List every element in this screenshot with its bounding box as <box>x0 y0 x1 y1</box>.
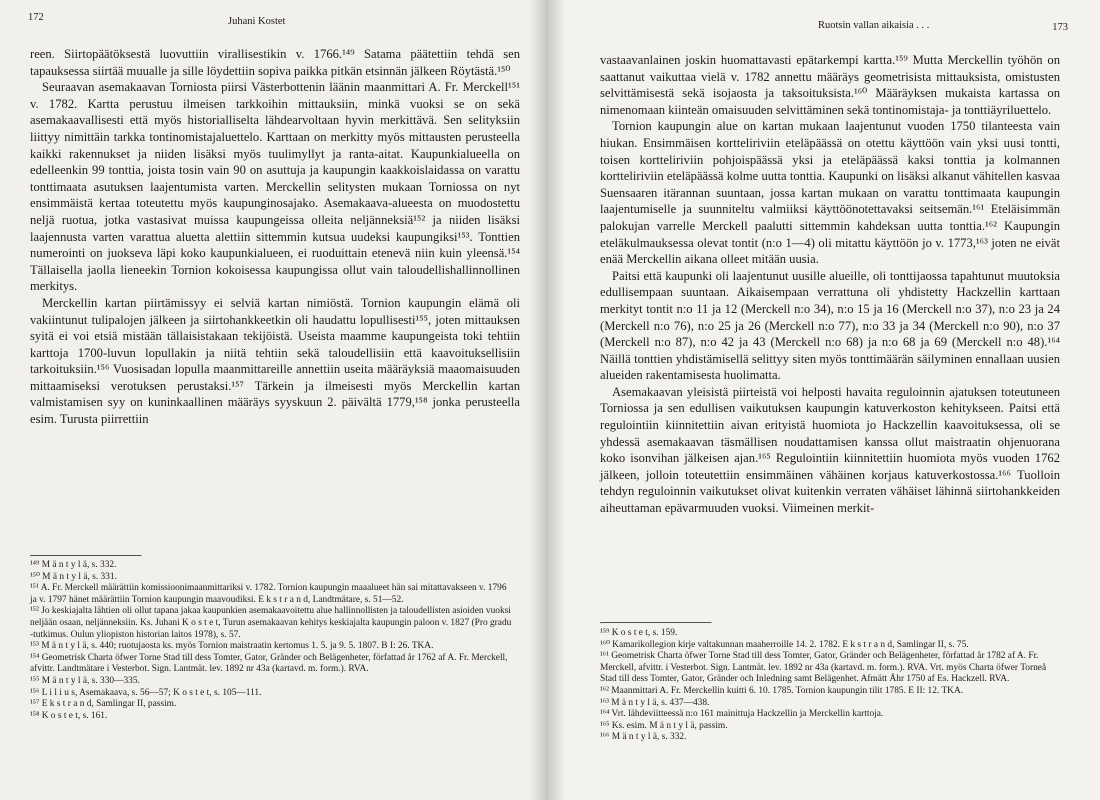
paragraph: Tornion kaupungin alue on kartan mukaan laajentunut vuoden 1750 tilanteesta vain hiukan. Ensimmäisen kortteliriviin eteläpäässä on otettu käyttöön vain yksi uusi tontti, toisen kortteliriviin pohjoispäässä yksi ja eteläpäässä kaksi tonttia ja kolmannen kortteliriviin eteläpäässä kolme uutta tonttia. Kaupunki on lisäksi alkanut vähitellen kasvaa Suensaaren itärannan suuntaan, jossa kartan mukaan on varattu tonttimaata kaupungin laajentumiselle ja suunniteltu valmiiksi käyttöönotettavaksi seitsemän.¹⁶¹ Eteläisimmän palokujan varrelle Merckell paalutti sittemmin kahdeksan uutta tonttia.¹⁶² Kaupungin eteläkulmauksessa olevat tontit (n:o 1—4) oli mitattu käyttöön jo v. 1773,¹⁶³ joten ne eivät enää Merckellin aikana olleet mitään uusia. <box>600 119 1060 267</box>
footnote: ¹⁵² Jo keskiajalta lähtien oli ollut tapana jakaa kaupunkien asemakaavoitettu alue hallinnollisten ja taloudellisten asioiden vuoksi neljään osaan, neljänneksiin. Ks. Juhani K o s t e t, Turun asemakaavan kehitys keskiajalta kaupungin paloon v. 1827 (Pro gradu -tutkimus. Oulun yliopiston historian laitos 1978), s. 57. <box>30 606 512 640</box>
paragraph: Paitsi että kaupunki oli laajentunut uusille alueille, oli tonttijaossa tapahtunut muutoksia edullisempaan suuntaan. Aikaisempaan verrattuna oli yhdistetty Hackzellin karttaan merkityt tontit n:o 11 ja 12 (Merckell n:o 34), n:o 15 ja 16 (Merckell n:o 37), n:o 23 ja 24 (Merckell n:o 76), n:o 25 ja 26 (Merckell n:o 77), n:o 33 ja 34 (Merckell n:o 90), n:o 37 (Merckell n:o 87), n:o 42 ja 43 (Merckell n:o 68) ja n:o 68 ja 69 (Merckell n:o 48).¹⁶⁴ Näillä tonttien yhdistämisellä selittyy siten myös tonttimäärän säilyminen ennallaan uusien alueiden rakentamisesta huolimatta. <box>600 268 1060 383</box>
paragraph: Asemakaavan yleisistä piirteistä voi helposti havaita reguloinnin ajatuksen toteutuneen Torniossa ja sen edullisen vaikutuksen kaupungin katuverkoston kehitykseen. Paitsi että regulointiin kiinnitettiin aivan erityistä huomiota jo Hackzellin kaavoituksessa, oli se yhdessä asemakaavan täsmällisen noudattamisen kanssa ollut maistraatin ohjenuorana koko isonvihan jälkeisen ajan.¹⁶⁵ Regulointiin kiinnitettiin huomiota myös vuoden 1762 jälkeen, jolloin toteutettiin ensimmäinen vähäinen korjaus katuverkostossa.¹⁶⁶ Tuolloin tehdyn reguloinnin vaikutukset olivat kuitenkin verraten vähäiset lähinnä siirtohankkeiden aiheuttaman epävarmuuden vuoksi. Viimeinen merkit- <box>600 384 1060 516</box>
footnote: ¹⁵⁰ M ä n t y l ä, s. 331. <box>30 571 117 582</box>
footnote: ¹⁵⁴ Geometrisk Charta öfwer Torne Stad till dess Tomter, Gator, Gränder och Belägenheter, författad år 1762 af A. Fr. Merckell, afvittr. Landtmätare i Vesterbot. Sign. Lantmät. lev. 1892 nr 43a (kartavd. m. form.). RVA. <box>30 652 508 675</box>
gutter-shadow <box>548 0 566 800</box>
footnote: ¹⁴⁹ M ä n t y l ä, s. 332. <box>30 560 117 570</box>
footnote: ¹⁶⁵ Ks. esim. M ä n t y l ä, passim. <box>600 720 728 731</box>
paragraph: reen. Siirtopäätöksestä luovuttiin virallisestikin v. 1766.¹⁴⁹ Satama päätettiin tehdä sen tapauksessa siirtää muualle ja sille löydettiin sopiva paikka pitkän etsinnän jälkeen Röytästä.¹⁵⁰ <box>30 47 520 78</box>
footnote: ¹⁶³ M ä n t y l ä, s. 437—438. <box>600 697 710 708</box>
footnote: ¹⁵⁵ M ä n t y l ä, s. 330—335. <box>30 675 140 686</box>
left-footnotes <box>30 560 512 722</box>
right-page-number: 173 <box>1052 22 1068 33</box>
footnote: ¹⁶⁰ Kamarikollegion kirje valtakunnan maaherroille 14. 2. 1782. E k s t r a n d, Samlingar II, s. 75. <box>600 639 969 650</box>
footnote: ¹⁵⁶ L i l i u s, Asemakaava, s. 56—57; K o s t e t, s. 105—111. <box>30 687 262 698</box>
footnote: ¹⁶² Maanmittari A. Fr. Merckellin kuitti 6. 10. 1785. Tornion kaupungin tilit 1785. E II: 12. TKA. <box>600 685 964 696</box>
left-page <box>0 0 548 800</box>
right-running-head <box>600 12 1068 42</box>
footnote: ¹⁵¹ A. Fr. Merckell määrättiin komissioonimaanmittariksi v. 1782. Tornion kaupungin maaalueet hän sai mitattavakseen v. 1796 ja v. 1797 hänet määrättiin Tornion kaupungin maavoudiksi. E k s t r a n d, Landtmätare, s. 51—52. <box>30 583 507 605</box>
paragraph: Merckellin kartan piirtämissyy ei selviä kartan nimiöstä. Tornion kaupungin elämä oli vakiintunut tulipalojen jälkeen ja siirtohankkeetkin oli haudattu lopullisesti¹⁵⁵, joten mittauksen syitä ei voi etsiä mistään tällaisistakaan tekijöistä. Useista maamme kaupungeista toki tehtiin karttoja 1700-luvun lopullakin ja niitä tehtiin sekä taloudellisiin että kaavoituksellisiin tarkoituksiin.¹⁵⁶ Vuosisadan lopulla maanmittareille annettiin useita määräyksiä maaomaisuuden mittaamiseksi verotuksen perustaksi.¹⁵⁷ Tärkein ja ilmeisesti myös Merckellin kartan valmistamisen syy on kuninkaallinen määräys syyskuun 2. päivältä 1779,¹⁵⁸ jonka perusteella esim. Turusta piirrettiin <box>30 295 520 427</box>
left-page-number: 172 <box>28 12 44 23</box>
footnote-divider <box>600 622 712 624</box>
footnote: ¹⁶⁶ M ä n t y l ä, s. 332. <box>600 732 687 743</box>
footnote: ¹⁵⁸ K o s t e t, s. 161. <box>30 710 108 721</box>
footnote: ¹⁶¹ Geometrisk Charta öfwer Torne Stad till dess Tomter, Gator, Gränder och Belägenheter, författad år 1782 af A. Fr. Merckell, afvittr. i Vesterbot. Sign. Lantmät. lev. 1892 nr 43a (kartavd. m. form.). RVA. Vrt. myös Charta öfwer Torneå Stad till dess Tomter, Gator, Gränder och Inledning samt Belägenhet. Afmätt Åhr 1750 af Es. Hackzell. RVA. <box>600 651 1047 685</box>
right-footnotes <box>600 628 1056 744</box>
footnote-divider <box>30 555 142 557</box>
paragraph: Seuraavan asemakaavan Torniosta piirsi Västerbottenin läänin maanmittari A. Fr. Merckell¹⁵¹ v. 1782. Kartta perustuu ilmeisen tarkkoihin mittauksiin, minkä vuoksi se on sekä asemakaavallisesti että myös historialliselta lähdearvoltaan hyvin merkittävä. Sen selityksiin liittyy nimittäin tarkka tontinomistajaluettelo. Karttaan on merkitty myös mittausten perusteella kaikki rakennukset ja niiden lisäksi myös tuulimyllyt ja ranta-aitat. Kaupunkialueella on edelleenkin 99 tonttia, joista tosin vain 90 on asuttuja ja kaupungin kaakkoislaidassa on varattu tonttimaata asutuksen laajentumista varten. Merckellin selitysten mukaan Torniossa on nyt ensimmäistä kertaa toteutettu myös kaupunginosajako. Asemakaava-alueesta on muodostettu neljä ruotua, jotka vastasivat muissa kaupungeissa olleita neljänneksiä¹⁵² ja niiden lisäksi laajennusta varten varattua aluetta alettiin sittemmin kutsua uudeksi kaupungiksi¹⁵³. Tonttien numerointi on juokseva läpi koko kaupunkialueen, ei ruoduittain etenevä niin kuin yleensä.¹⁵⁴ Tällaisella jaolla lieneekin Tornion kokoisessa kaupungissa ollut vain taloudellishallinnollinen merkitys. <box>30 80 520 294</box>
left-running-title: Juhani Kostet <box>228 16 286 27</box>
footnote: ¹⁵³ M ä n t y l ä, s. 440; ruotujaosta ks. myös Tornion maistraatin kertomus 1. 5. ja 9. 5. 1807. B I: 26. TKA. <box>30 641 434 652</box>
gutter-shadow <box>530 0 548 800</box>
left-body-text <box>30 46 520 428</box>
right-body-text <box>600 52 1060 517</box>
footnote: ¹⁶⁴ Vrt. lähdeviitteessä n:o 161 mainittuja Hackzellin ja Merckellin karttoja. <box>600 709 884 720</box>
right-running-title: Ruotsin vallan aikaisia . . . <box>818 20 930 31</box>
paragraph: vastaavanlainen joskin huomattavasti epätarkempi kartta.¹⁵⁹ Mutta Merckellin työhön on saattanut vaikuttaa vielä v. 1782 annettu määräys geometrisista mittauksista, omistusten selvittämisestä sekä isojaosta ja taksoituksista.¹⁶⁰ Määräyksen mukaista kartassa on nimenomaan kiinteän omaisuuden selvittäminen sekä tontinomistaja- ja tonttiäyriluettelo. <box>600 53 1060 117</box>
footnote: ¹⁵⁹ K o s t e t, s. 159. <box>600 628 678 638</box>
left-running-head <box>30 10 520 40</box>
footnote: ¹⁵⁷ E k s t r a n d, Samlingar II, passim. <box>30 699 177 710</box>
right-page <box>548 0 1100 800</box>
